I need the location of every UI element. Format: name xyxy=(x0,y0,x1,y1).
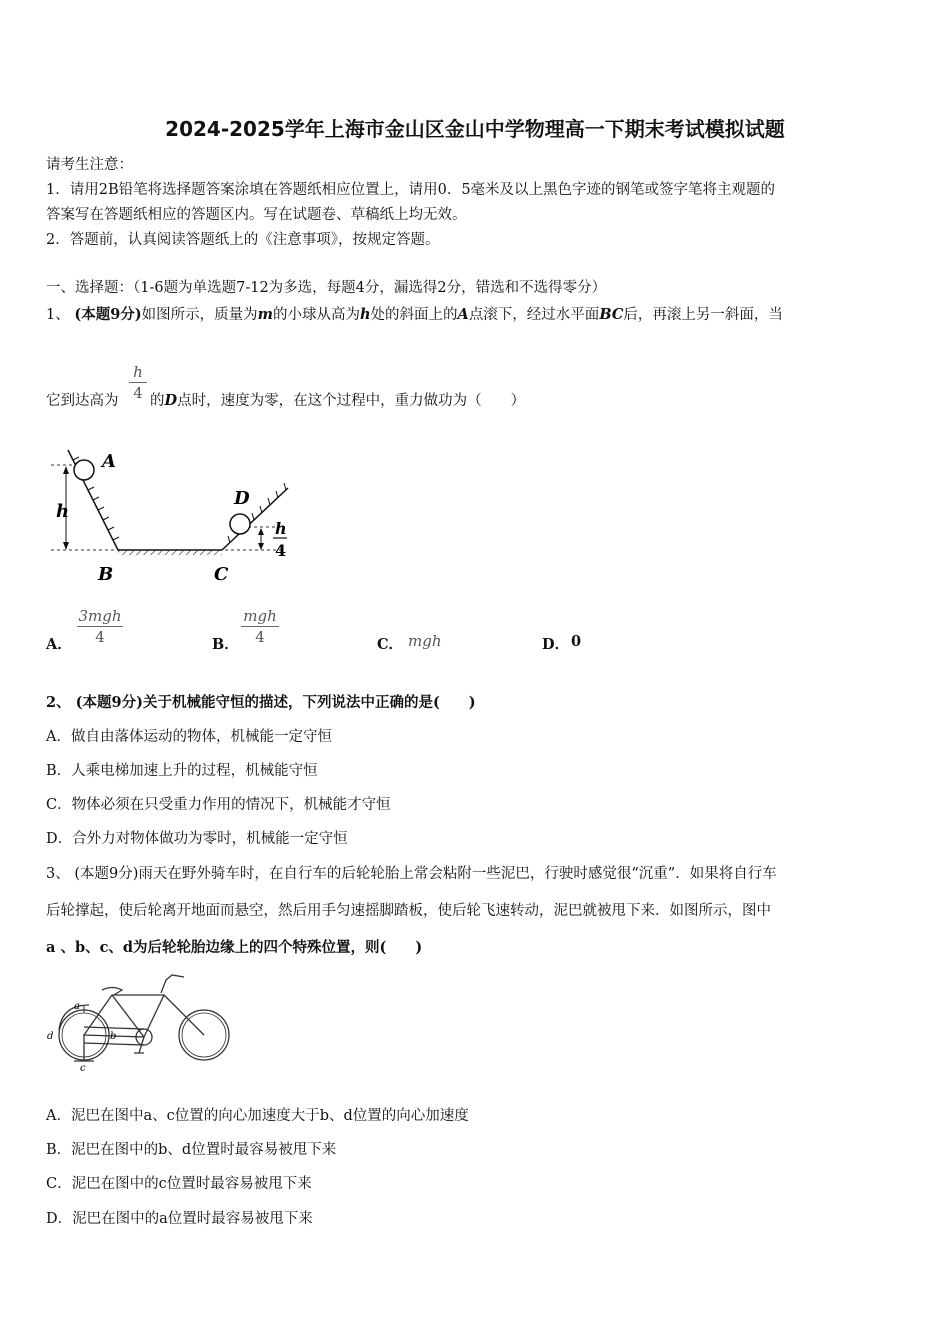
q1-option-D-value: 0 xyxy=(571,633,582,650)
q1-var-D: D xyxy=(164,392,178,409)
q1-var-A: A xyxy=(457,306,469,323)
q1-var-BC: BC xyxy=(599,306,624,323)
fraction-numerator: mgh xyxy=(243,607,277,625)
label-A: A xyxy=(102,451,116,472)
q1-text: 的 xyxy=(150,393,165,409)
fraction-bar xyxy=(129,382,147,383)
q3-option-D[interactable]: D．泥巴在图中的a位置时最容易被甩下来 xyxy=(46,1211,313,1227)
fraction-bar xyxy=(77,626,123,627)
q1-var-h: h xyxy=(360,306,371,323)
page-title: 2024-2025学年上海市金山区金山中学物理高一下期末考试模拟试题 xyxy=(165,117,785,141)
q1-number: 1、 xyxy=(46,307,70,323)
notice-line-1: 1．请用2B铅笔将选择题答案涂填在答题纸相应位置上，请用0．5毫米及以上黑色字迹的钢笔或签字笔将主观题的 xyxy=(46,182,776,198)
label-h: h xyxy=(56,501,70,522)
q1-text: 点时，速度为零，在这个过程中，重力做功为（ ） xyxy=(177,393,526,409)
fraction-bar xyxy=(241,626,279,627)
q1-option-A-label[interactable]: A． xyxy=(46,636,72,653)
label-d: d xyxy=(47,1031,54,1042)
q1-option-D-label[interactable]: D． xyxy=(542,636,570,653)
fraction-numerator: 3mgh xyxy=(78,607,122,625)
q3-option-B[interactable]: B．泥巴在图中的b、d位置时最容易被甩下来 xyxy=(46,1142,337,1158)
q3-stem-line-2: 后轮撑起，使后轮离开地面而悬空，然后用手匀速摇脚踏板，使后轮飞速转动，泥巴就被甩下来．如图所示，图中 xyxy=(46,903,771,919)
fraction-denominator: 4 xyxy=(133,384,143,402)
notice-heading: 请考生注意： xyxy=(46,157,133,173)
q1-text: 处的斜面上的 xyxy=(370,307,458,323)
q1-text: 的小球从高为 xyxy=(273,307,360,323)
q3-option-A[interactable]: A．泥巴在图中a、c位置的向心加速度大于b、d位置的向心加速度 xyxy=(46,1108,469,1124)
q3-stem-line-3: a 、b、c、d为后轮轮胎边缘上的四个特殊位置，则( ) xyxy=(46,939,423,956)
label-D: D xyxy=(234,488,250,509)
ball-A xyxy=(74,460,94,480)
label-a: a xyxy=(74,1001,80,1012)
q1-text: 点滚下，经过水平面 xyxy=(468,307,600,323)
label-h4-den: 4 xyxy=(275,541,287,560)
notice-line-1b: 答案写在答题纸相应的答题区内。写在试题卷、草稿纸上均无效。 xyxy=(46,207,467,223)
q1-option-B-label[interactable]: B． xyxy=(212,636,239,653)
ball-D xyxy=(230,514,250,534)
section-heading: 一、选择题：（1-6题为单选题7-12为多选，每题4分，漏选得2分，错选和不选得零分） xyxy=(46,280,607,296)
fraction-denominator: 4 xyxy=(255,628,265,646)
q1-text: 如图所示，质量为 xyxy=(141,307,258,323)
q1-stem-line-2-b xyxy=(150,389,525,410)
q2-option-C[interactable]: C．物体必须在只受重力作用的情况下，机械能才守恒 xyxy=(46,797,391,813)
label-c: c xyxy=(80,1063,86,1074)
q2-option-D[interactable]: D．合外力对物体做功为零时，机械能一定守恒 xyxy=(46,831,348,847)
fraction-denominator: 4 xyxy=(95,628,105,646)
label-b: b xyxy=(110,1031,117,1042)
q1-text: 后，再滚上另一斜面，当 xyxy=(623,307,783,323)
notice-line-2: 2．答题前，认真阅读答题纸上的《注意事项》，按规定答题。 xyxy=(46,232,440,248)
q2-option-A[interactable]: A．做自由落体运动的物体，机械能一定守恒 xyxy=(46,729,332,745)
label-C: C xyxy=(214,564,229,585)
q1-option-B-fraction xyxy=(241,607,279,646)
label-h4-num: h xyxy=(275,519,287,538)
label-B: B xyxy=(98,564,114,585)
fraction-numerator: h xyxy=(133,363,143,381)
q1-fraction-h-over-4 xyxy=(129,363,147,402)
q2-option-B[interactable]: B．人乘电梯加速上升的过程，机械能守恒 xyxy=(46,763,318,779)
q1-score: (本题9分) xyxy=(74,306,142,323)
q3-option-C[interactable]: C．泥巴在图中的c位置时最容易被甩下来 xyxy=(46,1176,312,1192)
q1-option-C-label[interactable]: C． xyxy=(377,636,404,653)
q1-incline-figure xyxy=(46,440,296,585)
q3-bicycle-figure xyxy=(44,965,234,1075)
q1-stem-line-2-a: 它到达高为 xyxy=(46,393,119,409)
q1-var-m: m xyxy=(257,306,273,323)
q1-option-C-value: mgh xyxy=(408,632,442,650)
q1-option-A-fraction xyxy=(77,607,123,646)
q2-stem: 2、 (本题9分)关于机械能守恒的描述，下列说法中正确的是( ) xyxy=(46,694,476,711)
q1-stem-line-1 xyxy=(46,303,783,324)
q3-stem-line-1: 3、 (本题9分)雨天在野外骑车时，在自行车的后轮轮胎上常会粘附一些泥巴，行驶时感觉很“沉重”．如果将自行车 xyxy=(46,866,777,882)
